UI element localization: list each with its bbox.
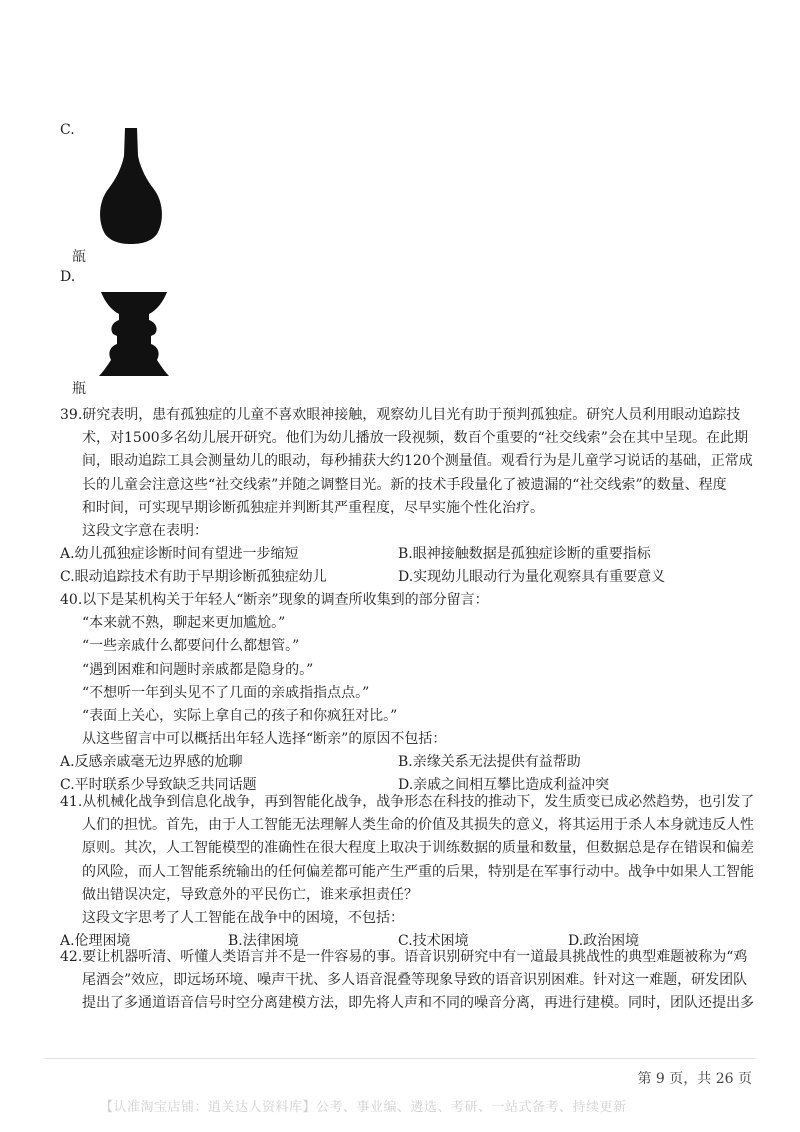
q40-stem: 40.以下是某机构关于年轻人“断亲”现象的调查所收集到的部分留言：	[60, 592, 489, 608]
q40-option-b[interactable]: B.亲缘关系无法提供有益帮助	[398, 754, 581, 771]
question-40	[60, 589, 750, 797]
q40-option-a[interactable]: A.反感亲戚毫无边界感的尬聊	[60, 754, 243, 771]
q39-prompt: 这段文字意在表明：	[82, 523, 208, 540]
q41-prompt: 这段文字思考了人工智能在战争中的困境，不包括：	[82, 910, 404, 927]
option-d-caption: 瓶	[72, 381, 86, 397]
goblet-silhouette-icon	[95, 288, 173, 380]
q40-option-c[interactable]: C.平时联系少导致缺乏共同话题	[60, 777, 257, 794]
watermark-text: 【认准淘宝店铺：逍关达人资料库】公考、事业编、遴选、考研、一站式备考、持续更新	[100, 1100, 627, 1115]
q40-quote: “遇到困难和问题时亲戚都是隐身的。”	[82, 661, 314, 678]
q39-line: 术，对1500多名幼儿展开研究。他们为幼儿播放一段视频，数百个重要的“社交线索”会在其中呈现。在此期	[82, 430, 748, 447]
q39-line: 长的儿童会注意这些“社交线索”并随之调整目光。新的技术手段量化了被遗漏的“社交线索”的数量、程度	[82, 476, 727, 493]
q41-line: 人们的担忧。首先，由于人工智能无法理解人类生命的价值及其损失的意义，将其运用于杀人本身就违反人性	[82, 817, 754, 834]
option-c-caption: 瓿	[72, 249, 86, 265]
q41-option-d[interactable]: D.政治困境	[568, 933, 640, 950]
q39-options-row-2	[60, 566, 750, 589]
vase-silhouette-icon	[95, 128, 167, 246]
page-number: 第 9 页，共 26 页	[637, 1071, 752, 1087]
q40-quote: “表面上关心，实际上拿自己的孩子和你疯狂对比。”	[82, 708, 398, 725]
q41-line: 原则。其次，人工智能模型的准确性在很大程度上取决于训练数据的质量和数量，但数据总是存在错误和偏差	[82, 840, 754, 857]
q40-option-d[interactable]: D.亲戚之间相互攀比造成利益冲突	[398, 777, 610, 794]
q39-line: 39.研究表明，患有孤独症的儿童不喜欢眼神接触，观察幼儿目光有助于预判孤独症。研究人员利用眼动追踪技	[60, 407, 741, 423]
q40-prompt: 从这些留言中可以概括出年轻人选择“断亲”的原因不包括：	[82, 731, 447, 748]
q42-line: 42.要让机器听清、听懂人类语言并不是一件容易的事。语音识别研究中有一道最具挑战性的典型难题被称为“鸡	[60, 949, 748, 965]
q40-quote: “本来就不熟，聊起来更加尴尬。”	[82, 615, 286, 632]
q41-option-a[interactable]: A.伦理困境	[60, 933, 131, 950]
question-41	[60, 791, 755, 953]
q39-line: 间，眼动追踪工具会测量幼儿的眼动，每秒捕获大约120个测量值。观看行为是儿童学习说话的基础，正常成	[82, 453, 753, 470]
q41-line: 的风险，而人工智能系统输出的任何偏差都可能产生严重的后果，特别是在军事行动中。战争中如果人工智能	[82, 863, 754, 880]
q40-options-row-1	[60, 751, 750, 774]
q41-line: 做出错误决定，导致意外的平民伤亡，谁来承担责任？	[82, 886, 418, 903]
option-d-label: D.	[60, 269, 76, 285]
q39-options-row-1	[60, 543, 750, 566]
q41-option-c[interactable]: C.技术困境	[398, 933, 469, 950]
q42-line: 提出了多通道语音信号时空分离建模方法，即先将人声和不同的噪音分离，再进行建模。同时，团队还提出多	[82, 995, 754, 1012]
q40-quote: “不想听一年到头见不了几面的亲戚指指点点。”	[82, 684, 370, 701]
q41-option-b[interactable]: B.法律困境	[228, 933, 299, 950]
q39-option-b[interactable]: B.眼神接触数据是孤独症诊断的重要指标	[398, 546, 651, 563]
option-c-label: C.	[60, 122, 75, 138]
q39-option-d[interactable]: D.实现幼儿眼动行为量化观察具有重要意义	[398, 569, 666, 586]
q39-option-a[interactable]: A.幼儿孤独症诊断时间有望进一步缩短	[60, 546, 299, 563]
question-39	[60, 404, 753, 589]
q41-line: 41.从机械化战争到信息化战争，再到智能化战争，战争形态在科技的推动下，发生质变已成必然趋势，也引发了	[60, 794, 755, 810]
q39-line: 和时间，可实现早期诊断孤独症并判断其严重程度，尽早实施个性化治疗。	[82, 499, 544, 516]
footer-divider	[45, 1058, 755, 1059]
q39-option-c[interactable]: C.眼动追踪技术有助于早期诊断孤独症幼儿	[60, 569, 327, 586]
q40-quote: “一些亲戚什么都要问什么都想管。”	[82, 638, 300, 655]
question-42	[60, 946, 754, 1016]
q42-line: 尾酒会”效应，即远场环境、噪声干扰、多人语音混叠等现象导致的语音识别困难。针对这一难题，研发团队	[82, 972, 748, 989]
